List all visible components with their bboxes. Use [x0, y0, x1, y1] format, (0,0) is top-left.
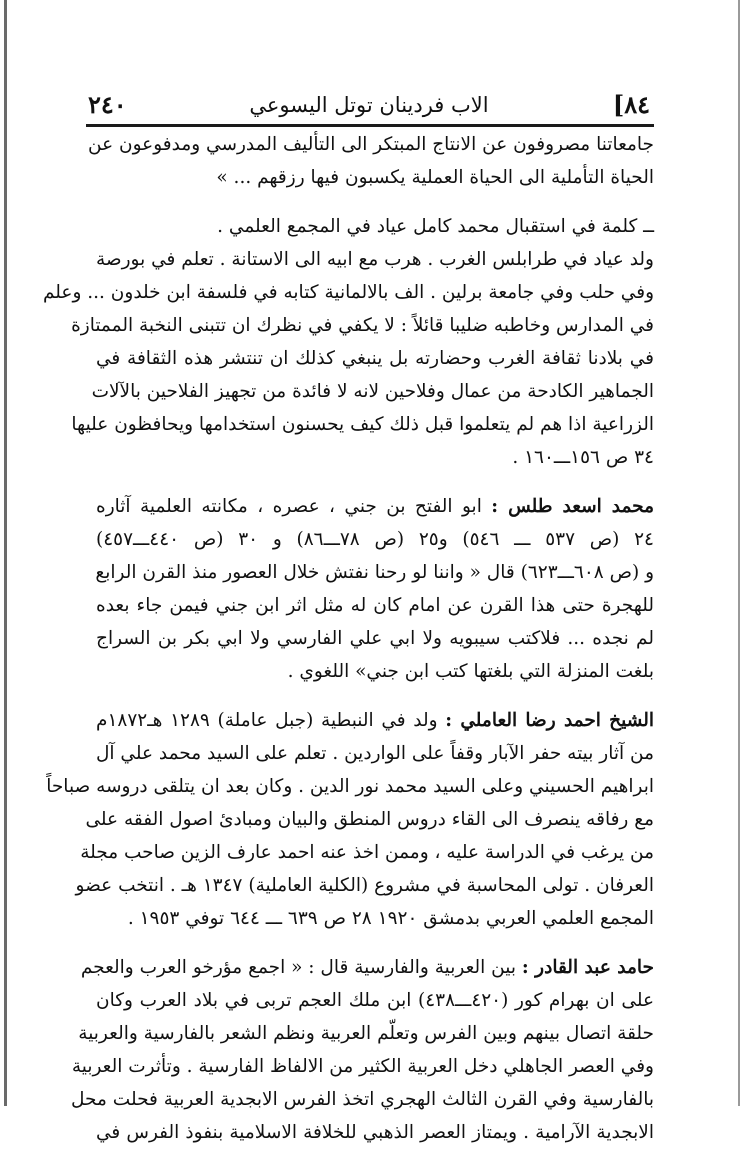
text-line: في المدارس وخاطبه ضليبا قائلاً : لا يكفي في نظرك ان تتبنى النخبة الممتازة: [71, 315, 654, 336]
entry-heading-line: [96, 704, 654, 737]
header-rule: [86, 124, 654, 127]
text-line: مع رفاقه ينصرف الى القاء دروس المنطق والبيان ومبادئ اصول الفقه على: [85, 809, 654, 830]
entry-author: الشيخ احمد رضا العاملي :: [445, 710, 654, 731]
text-line: من يرغب في الدراسة عليه ، وممن اخذ عنه احمد عارف الزين صاحب مجلة: [80, 842, 654, 863]
text-line: العرفان . تولى المحاسبة في مشروع (الكلية العاملية) ١٣٤٧ هـ . انتخب عضو: [75, 875, 654, 896]
body-text: [42, 128, 655, 1149]
scan-border-right: [738, 0, 740, 1106]
text-line: بالفارسية وفي القرن الثالث الهجري اتخذ الفرس الابجدية العربية فحلت محل: [71, 1089, 654, 1110]
text-line: للهجرة حتى هذا القرن عن امام كان له مثل اثر ابن جني فيمن جاء بعده: [96, 595, 654, 616]
text-line: وفي حلب وفي جامعة برلين . الف بالالمانية كتابه في فلسفة ابن خلدون ... وعلم: [42, 282, 654, 303]
text-line: الزراعية اذا هم لم يتعلموا قبل ذلك كيف يحسنون استخدامها ويحافظون عليها: [71, 414, 654, 435]
section-reference: [٨٤: [612, 90, 650, 119]
text-line: جامعاتنا مصروفون عن الانتاج المبتكر الى التأليف المدرسي ومدفوعون عن: [88, 134, 654, 155]
text-line: من آثار بيته حفر الآبار وقفاً على الواردين . تعلم على السيد محمد علي آل: [95, 743, 654, 764]
text-line: ولد عياد في طرابلس الغرب . هرب مع ابيه الى الاستانة . تعلم في بورصة: [95, 249, 654, 270]
text-line: في بلادنا ثقافة الغرب وحضارته بل ينبغي كذلك ان تنتشر هذه الثقافة في: [96, 348, 654, 369]
text-line: بلغت المنزلة التي بلغتها كتب ابن جني» اللغوي .: [287, 661, 654, 682]
text-line: على ان بهرام كور (٤٢٠ـــ٤٣٨) ابن ملك العجم تربى في بلاد العرب وكان: [96, 990, 655, 1011]
text-line: حلقة اتصال بينهم وبين الفرس وتعلّم العربية ونظم الشعر بالفارسية والعربية: [78, 1023, 654, 1044]
running-title: الاب فردينان توتل اليسوعي: [249, 93, 489, 117]
entry-title: ولد في النبطية (جبل عاملة) ١٢٨٩ هـ١٨٧٢م: [96, 710, 438, 731]
page-header: [88, 90, 650, 120]
entry-heading-line: [96, 490, 654, 523]
entry-author: محمد اسعد طلس :: [491, 496, 654, 517]
text-line: وفي العصر الجاهلي دخل العربية الكثير من الالفاظ الفارسية . وتأثرت العربية: [71, 1056, 654, 1077]
text-line: الجماهير الكادحة من عمال وفلاحين لانه لا فائدة من تجهيز الفلاحين بالآلات: [91, 381, 654, 402]
text-line: ٣٤ ص ١٥٦ـــ١٦٠ .: [512, 447, 654, 468]
text-line: الحياة التأملية الى الحياة العملية يكسبون فيها رزقهم ... »: [216, 167, 654, 188]
text-line: لم نجده ... فلاكتب سيبويه ولا ابي علي الفارسي ولا ابي بكر بن السراج: [96, 628, 654, 649]
text-line: و (ص ٦٠٨ـــ٦٢٣) قال « واننا لو رحنا نفتش خلال العصور منذ القرن الرابع: [95, 562, 654, 583]
entry-author: حامد عبد القادر :: [521, 957, 654, 978]
page-number: ٢٤٠: [88, 90, 127, 119]
scan-border-left: [4, 0, 7, 1106]
text-line: ابراهيم الحسيني وعلى السيد محمد نور الدين . وكان بعد ان يتلقى دروسه صباحاً: [46, 776, 654, 797]
entry-heading-line: [80, 951, 654, 984]
text-line: ٢٤ (ص ٥٣٧ ـــ ٥٤٦) و٢٥ (ص ٧٨ـــ٨٦) و ٣٠ (ص ٤٤٠ـــ٤٥٧): [96, 529, 654, 550]
text-line: الابجدية الآرامية . ويمتاز العصر الذهبي للخلافة الاسلامية بنفوذ الفرس في: [96, 1122, 654, 1143]
entry-title: ابو الفتح بن جني ، عصره ، مكانته العلمية آثاره: [96, 496, 482, 517]
text-line: المجمع العلمي العربي بدمشق ١٩٢٠ ٢٨ ص ٦٣٩ ـــ ٦٤٤ توفي ١٩٥٣ .: [127, 908, 654, 929]
text-line: ــ كلمة في استقبال محمد كامل عياد في المجمع العلمي .: [217, 216, 654, 237]
entry-title: بين العربية والفارسية قال : « اجمع مؤرخو العرب والعجم: [80, 957, 516, 978]
